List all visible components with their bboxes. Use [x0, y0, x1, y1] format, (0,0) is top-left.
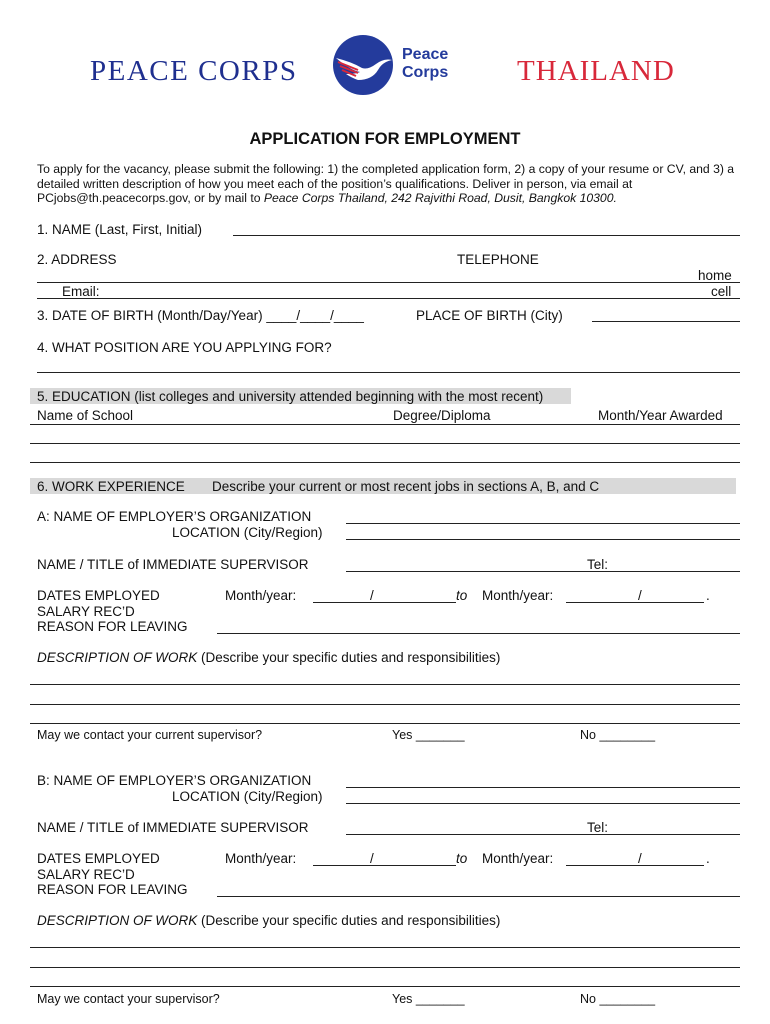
monthyear-from-a-label: Month/year:	[225, 588, 297, 603]
address-field[interactable]	[37, 282, 740, 283]
employer-b-label: B: NAME OF EMPLOYER’S ORGANIZATION	[37, 773, 312, 788]
description-b-label	[37, 913, 500, 928]
education-col-school: Name of School	[37, 408, 134, 423]
location-a-field[interactable]	[346, 539, 740, 540]
supervisor-a-field[interactable]	[346, 571, 740, 572]
contact-a-no[interactable]: No ________	[580, 728, 656, 742]
contact-b-yes[interactable]: Yes _______	[392, 992, 465, 1006]
date-from-a-slash: /	[370, 588, 374, 603]
description-a-label	[37, 650, 500, 665]
reason-b-label: REASON FOR LEAVING	[37, 882, 188, 897]
education-row-2[interactable]	[30, 443, 740, 444]
reason-b-field[interactable]	[217, 896, 740, 897]
reason-a-label: REASON FOR LEAVING	[37, 619, 188, 634]
location-a-label: LOCATION (City/Region)	[172, 525, 323, 540]
education-col-awarded: Month/Year Awarded	[598, 408, 723, 423]
employer-a-label: A: NAME OF EMPLOYER’S ORGANIZATION	[37, 509, 312, 524]
date-to-a-slash: /	[638, 588, 642, 603]
intro-text: To apply for the vacancy, please submit the following: 1) the completed application form, 2) a copy of your resume or CV, and 3) a detailed written description of how you meet each of the position’s qualifications. Deliver in person, via email at PCjobs@th.peacecorps.gov, or by mail to	[37, 162, 735, 205]
description-b-row-3[interactable]	[30, 986, 740, 987]
logo-text-peace: Peace	[402, 46, 449, 63]
location-b-label: LOCATION (City/Region)	[172, 789, 323, 804]
description-b-hint: (Describe your specific duties and responsibilities)	[197, 913, 501, 928]
reason-a-field[interactable]	[217, 633, 740, 634]
supervisor-b-label: NAME / TITLE of IMMEDIATE SUPERVISOR	[37, 820, 309, 835]
supervisor-a-label: NAME / TITLE of IMMEDIATE SUPERVISOR	[37, 557, 309, 572]
page-title: APPLICATION FOR EMPLOYMENT	[249, 130, 521, 148]
intro-mailing-address: Peace Corps Thailand, 242 Rajvithi Road, Dusit, Bangkok 10300.	[263, 191, 617, 205]
contact-a-yes[interactable]: Yes _______	[392, 728, 465, 742]
logo-text-corps: Corps	[402, 64, 449, 81]
dates-employed-a-label: DATES EMPLOYED	[37, 588, 160, 603]
description-b-row-1[interactable]	[30, 947, 740, 948]
description-a-row-2[interactable]	[30, 704, 740, 705]
name-label: 1. NAME (Last, First, Initial)	[37, 222, 203, 237]
education-row-1[interactable]	[30, 424, 740, 425]
address-label: 2. ADDRESS	[37, 252, 117, 267]
cell-phone-label: cell	[711, 284, 732, 299]
education-col-degree: Degree/Diploma	[393, 408, 491, 423]
home-phone-label: home	[698, 268, 732, 283]
employer-a-field[interactable]	[346, 523, 740, 524]
name-field[interactable]	[233, 235, 740, 236]
date-to-b-slash: /	[638, 851, 642, 866]
education-header: 5. EDUCATION (list colleges and university attended beginning with the most recent)	[37, 389, 544, 404]
tel-a-label: Tel:	[587, 557, 609, 572]
supervisor-b-field[interactable]	[346, 834, 740, 835]
date-to-b-field[interactable]	[566, 865, 704, 866]
description-b-row-2[interactable]	[30, 967, 740, 968]
description-a-hint: (Describe your specific duties and responsibilities)	[197, 650, 501, 665]
date-from-a-field[interactable]	[313, 602, 456, 603]
place-of-birth-field[interactable]	[592, 321, 740, 322]
monthyear-to-b-label: Month/year:	[482, 851, 554, 866]
work-header: 6. WORK EXPERIENCE	[37, 479, 185, 494]
position-label: 4. WHAT POSITION ARE YOU APPLYING FOR?	[37, 340, 332, 355]
contact-b-no[interactable]: No ________	[580, 992, 656, 1006]
date-to-a-field[interactable]	[566, 602, 704, 603]
thailand-wordmark: THAILAND	[517, 55, 675, 87]
monthyear-to-a-label: Month/year:	[482, 588, 554, 603]
peace-corps-logo	[332, 34, 462, 96]
contact-a-question: May we contact your current supervisor?	[37, 728, 263, 742]
email-label: Email:	[62, 284, 100, 299]
description-b-title: DESCRIPTION OF WORK	[37, 913, 198, 928]
peace-corps-wordmark: PEACE CORPS	[90, 55, 298, 87]
salary-b-label: SALARY REC’D	[37, 867, 135, 882]
to-b-label: to	[456, 851, 468, 866]
date-to-a-period: .	[706, 588, 710, 603]
intro-paragraph	[37, 162, 737, 206]
description-a-row-1[interactable]	[30, 684, 740, 685]
place-of-birth-label: PLACE OF BIRTH (City)	[416, 308, 563, 323]
date-from-b-field[interactable]	[313, 865, 456, 866]
dates-employed-b-label: DATES EMPLOYED	[37, 851, 160, 866]
monthyear-from-b-label: Month/year:	[225, 851, 297, 866]
salary-a-label: SALARY REC’D	[37, 604, 135, 619]
to-a-label: to	[456, 588, 468, 603]
telephone-label: TELEPHONE	[457, 252, 539, 267]
date-from-b-slash: /	[370, 851, 374, 866]
description-a-row-3[interactable]	[30, 723, 740, 724]
employer-b-field[interactable]	[346, 787, 740, 788]
contact-b-question: May we contact your supervisor?	[37, 992, 220, 1006]
tel-b-label: Tel:	[587, 820, 609, 835]
work-header-description: Describe your current or most recent jobs in sections A, B, and C	[212, 479, 600, 494]
email-field[interactable]	[37, 298, 740, 299]
position-field[interactable]	[37, 372, 740, 373]
location-b-field[interactable]	[346, 803, 740, 804]
date-of-birth-label: 3. DATE OF BIRTH (Month/Day/Year) ____/____/____	[37, 308, 364, 323]
dove-logo-icon	[332, 34, 398, 96]
description-a-title: DESCRIPTION OF WORK	[37, 650, 198, 665]
education-row-3[interactable]	[30, 462, 740, 463]
date-to-b-period: .	[706, 851, 710, 866]
